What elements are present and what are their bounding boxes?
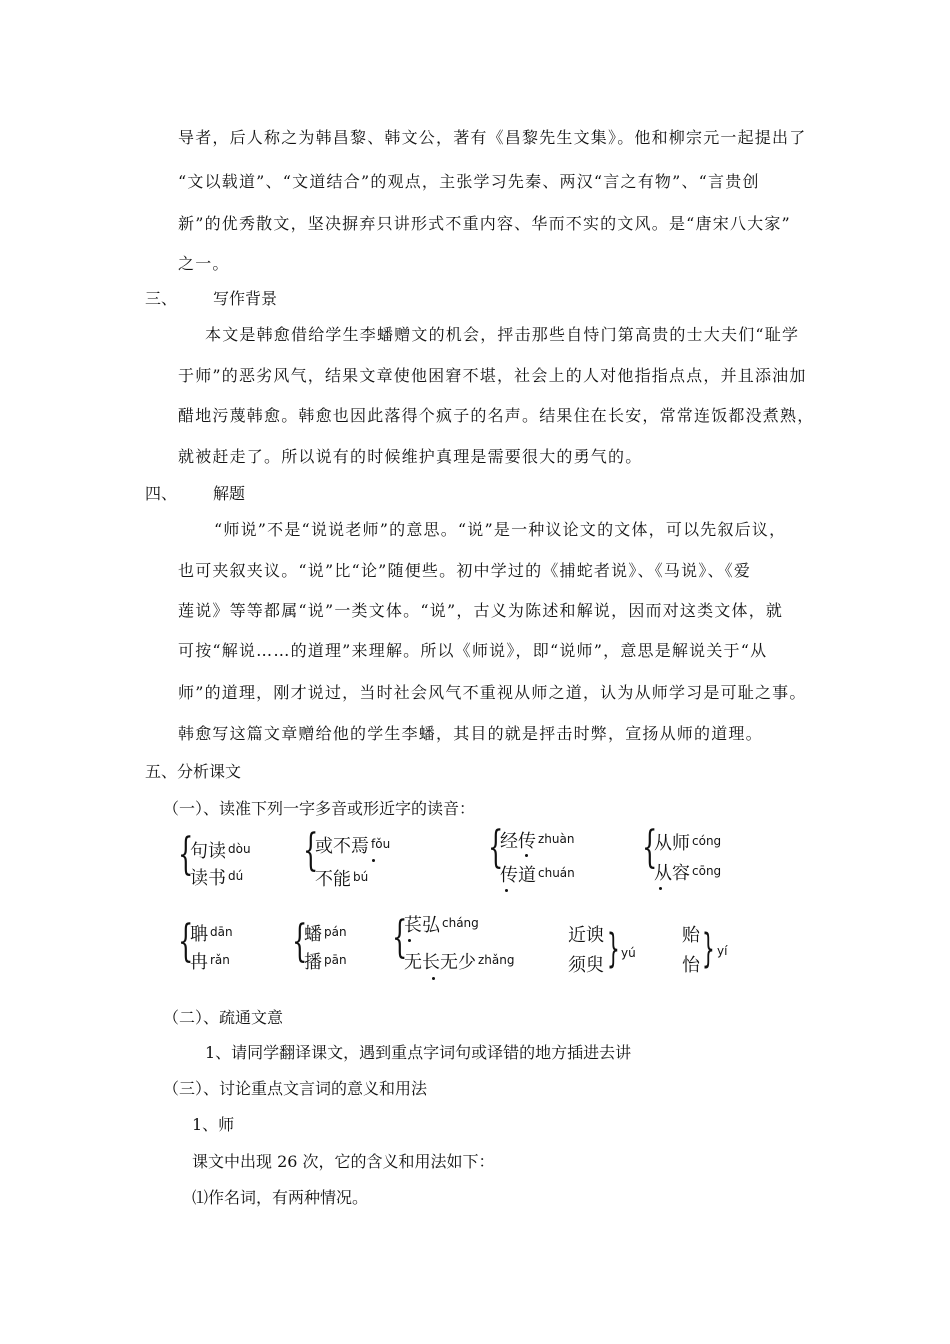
subsection-3-list-item: ⑴作名词，有两种情况。: [192, 1188, 369, 1207]
pron-word: 苌弘 $^{cháng}$: [404, 915, 479, 936]
pron-word: 贻: [682, 925, 700, 946]
para1-line4: 之一。: [178, 254, 230, 273]
section-3-number: 三、: [145, 289, 178, 308]
pron-word: 聃 $^{dān}$: [190, 924, 233, 945]
pron-word: 近谀: [568, 925, 604, 946]
para1-line1: 导者，后人称之为韩昌黎、韩文公，著有《昌黎先生文集》。他和柳宗元一起提出了: [178, 128, 807, 147]
emphasis-dot-icon: [505, 889, 508, 892]
brace-icon: {: [178, 829, 194, 880]
para2-line3: 醋地污蔑韩愈。韩愈也因此落得个疯子的名声。结果住在长安，常常连饭都没煮熟，: [178, 406, 815, 425]
pron-word: 或不焉 $^{fǒu}$: [315, 836, 391, 857]
subsection-3-text: 课文中出现 26 次，它的含义和用法如下：: [192, 1152, 495, 1171]
pron-word: 须臾: [568, 955, 604, 976]
para3-line6: 韩愈写这篇文章赠给他的学生李蟠，其目的就是抨击时弊，宣扬从师的道理。: [178, 724, 763, 743]
para3-line5: 师”的道理，刚才说过，当时社会风气不重视从师之道，认为从师学习是可耻之事。: [178, 683, 807, 702]
pron-word: 传道 $^{chuán}$: [500, 865, 575, 886]
emphasis-dot-icon: [372, 859, 375, 862]
pron-word: 从师 $^{cóng}$: [654, 833, 722, 854]
para3-line4: 可按“解说……的道理”来理解。所以《师说》，即“说师”，意思是解说关于“从: [178, 641, 768, 660]
pron-word: 不能 $^{bú}$: [315, 869, 369, 890]
pron-word: 句读 $^{dòu}$: [190, 841, 251, 862]
pron-word: 无长无少 $^{zhǎng}$: [404, 952, 515, 973]
brace-icon: {: [642, 822, 658, 873]
subsection-3-title: （三）、讨论重点文言词的意义和用法: [163, 1079, 428, 1098]
pron-word: 播 $^{pān}$: [304, 952, 347, 973]
section-4-title: 解题: [213, 484, 246, 503]
para3-line2: 也可夹叙夹议。“说”比“论”随便些。初中学过的《捕蛇者说》、《马说》、《爱: [178, 561, 752, 580]
emphasis-dot-icon: [408, 939, 411, 942]
para3-line3: 莲说》等等都属“说”一类文体。“说”，古义为陈述和解说，因而对这类文体，就: [178, 601, 784, 620]
right-brace-icon: }: [607, 926, 620, 972]
brace-icon: {: [178, 916, 194, 967]
emphasis-dot-icon: [525, 854, 528, 857]
pron-pinyin: yí: [717, 944, 728, 958]
brace-icon: {: [303, 825, 319, 876]
para2-line1: 本文是韩愈借给学生李蟠赠文的机会，抨击那些自恃门第高贵的士大夫们“耻学: [205, 325, 800, 344]
subsection-2-title: （二）、疏通文意: [163, 1008, 284, 1027]
pron-word: 从容 $^{cōng}$: [654, 863, 722, 884]
para2-line4: 就被赶走了。所以说有的时候维护真理是需要很大的勇气的。: [178, 447, 643, 466]
para1-line3: 新”的优秀散文，坚决摒弃只讲形式不重内容、华而不实的文风。是“唐宋八大家”: [178, 214, 791, 233]
pron-word: 蟠 $^{pán}$: [304, 924, 347, 945]
subsection-3-item: 1、师: [192, 1115, 235, 1134]
para1-line2: “文以载道”、“文道结合”的观点，主张学习先秦、两汉“言之有物”、“言贵创: [178, 172, 760, 191]
brace-icon: {: [292, 916, 308, 967]
brace-icon: {: [392, 912, 408, 963]
pron-pinyin: yú: [621, 946, 636, 960]
brace-icon: {: [488, 822, 504, 873]
para2-line2: 于师”的恶劣风气，结果文章使他困窘不堪，社会上的人对他指指点点，并且添油加: [178, 366, 807, 385]
pron-word: 读书 $^{dú}$: [190, 868, 244, 889]
section-3-title: 写作背景: [213, 289, 278, 308]
pron-word: 经传 $^{zhuàn}$: [500, 831, 575, 852]
right-brace-icon: }: [702, 926, 715, 972]
pron-word: 怡: [682, 955, 700, 976]
section-5-title: 五、分析课文: [145, 762, 242, 781]
section-4-number: 四、: [145, 484, 178, 503]
emphasis-dot-icon: [432, 977, 435, 980]
subsection-2-item: 1、请同学翻译课文，遇到重点字词句或译错的地方插进去讲: [205, 1043, 632, 1062]
pron-word: 冉 $^{rǎn}$: [190, 952, 230, 973]
subsection-1-title: （一）、读准下列一字多音或形近字的读音：: [163, 799, 476, 818]
emphasis-dot-icon: [659, 887, 662, 890]
para3-line1: “师说”不是“说说老师”的意思。“说”是一种议论文的文体，可以先叙后议，: [214, 520, 787, 539]
